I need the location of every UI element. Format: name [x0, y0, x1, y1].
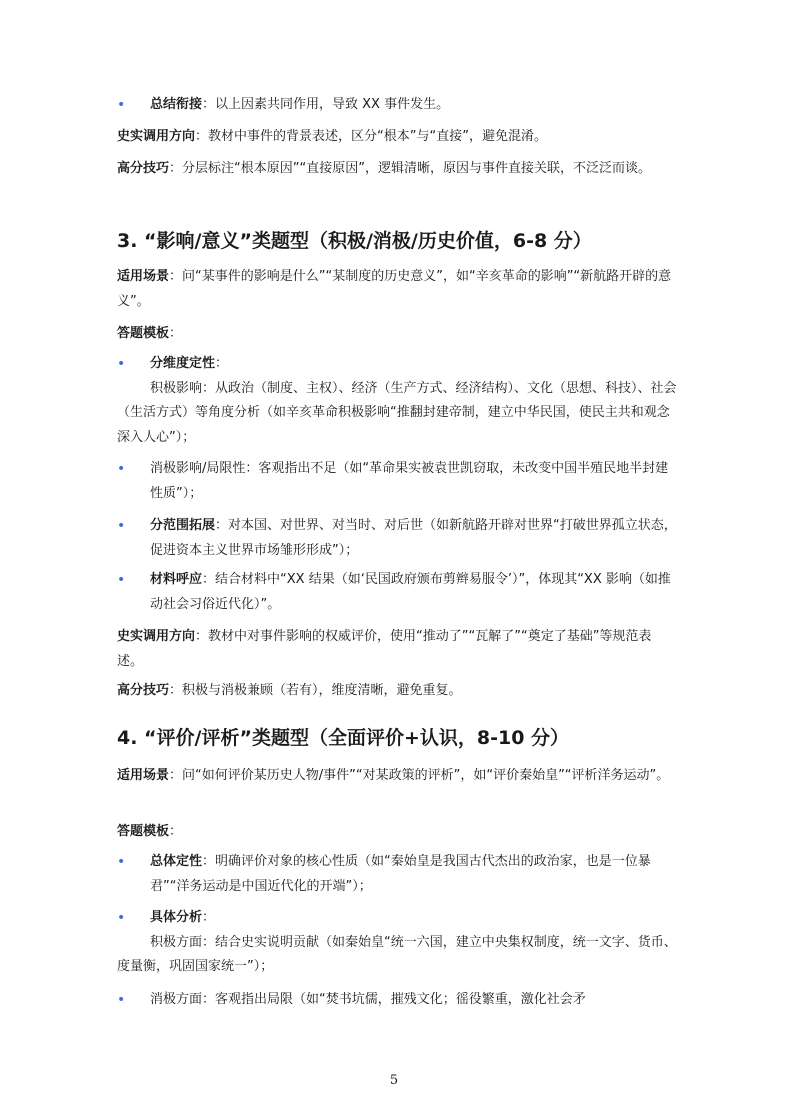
bullet-dot: •	[117, 854, 126, 870]
paragraph-history-direction-3	[117, 625, 677, 674]
text: ：结合材料中“XX 结果（如‘民国政府颁布剪辫易服令’）”，体现其“XX 影响（如推动社会习俗近代化）”。	[150, 572, 671, 612]
colon: ：	[169, 824, 183, 839]
label: 总结衔接	[150, 97, 203, 112]
paragraph-high-score-tip	[117, 157, 677, 182]
text: 消极影响/局限性：客观指出不足（如“革命果实被袁世凯窃取，未改变中国半殖民地半封建性质”）；	[150, 461, 669, 501]
bullet-dot: •	[117, 356, 126, 372]
text: ：教材中对事件影响的权威评价，使用“推动了”“瓦解了”“奠定了基础”等规范表述。	[117, 629, 652, 669]
colon: ：	[202, 910, 216, 925]
paragraph-scene	[117, 265, 677, 314]
label: 分范围拓展	[150, 518, 216, 533]
label: 分维度定性	[150, 356, 216, 371]
paragraph-history-direction	[117, 125, 677, 150]
label: 材料呼应	[150, 572, 203, 587]
text: 消极方面：客观指出局限（如“焚书坑儒，摧残文化；徭役繁重，激化社会矛	[150, 992, 586, 1007]
bullet-dot: •	[117, 910, 126, 926]
text: ：分层标注“根本原因”“直接原因”，逻辑清晰，原因与事件直接关联，不泛泛而谈。	[169, 161, 651, 176]
text: ：以上因素共同作用，导致 XX 事件发生。	[202, 97, 450, 112]
text: ：问“如何评价某历史人物/事件”“对某政策的评析”，如“评价秦始皇”“评析洋务运动”。	[169, 768, 670, 783]
paragraph-template	[117, 322, 677, 347]
paragraph-scene-4	[117, 764, 677, 789]
text: ：明确评价对象的核心性质（如“秦始皇是我国古代杰出的政治家，也是一位暴君”“洋务运动是中国近代化的开端”）；	[150, 854, 651, 894]
label: 高分技巧	[117, 683, 170, 698]
bullet-dot: •	[117, 992, 126, 1008]
text: 积极影响：从政治（制度、主权）、经济（生产方式、经济结构）、文化（思想、科技）、社会（生活方式）等角度分析（如辛亥革命积极影响“推翻封建帝制，建立中华民国，使民主共和观念深入人心”）；	[117, 380, 677, 445]
text: ：教材中事件的背景表述，区分“根本”与“直接”，避免混淆。	[195, 129, 547, 144]
colon: ：	[215, 356, 229, 371]
bullet-dot: •	[117, 461, 126, 477]
bullet-analysis	[117, 906, 677, 980]
label: 答题模板	[117, 824, 170, 839]
label: 高分技巧	[117, 161, 170, 176]
bullet-negative-4	[117, 988, 677, 1013]
text: ：积极与消极兼顾（若有），维度清晰，避免重复。	[169, 683, 462, 698]
label: 史实调用方向	[117, 129, 196, 144]
label: 史实调用方向	[117, 629, 196, 644]
bullet-material	[117, 568, 677, 617]
label: 适用场景	[117, 768, 170, 783]
paragraph-tip-3	[117, 679, 677, 704]
bullet-summary	[117, 93, 677, 118]
bullet-dot: •	[117, 518, 126, 534]
bullet-dot: •	[117, 572, 126, 588]
paragraph-template-4	[117, 820, 677, 845]
label: 适用场景	[117, 269, 170, 284]
bullet-negative	[117, 457, 677, 506]
text: 积极方面：结合史实说明贡献（如秦始皇“统一六国，建立中央集权制度，统一文字、货币、度量衡，巩固国家统一”）；	[117, 934, 677, 974]
label: 具体分析	[150, 910, 203, 925]
text: ：对本国、对世界、对当时、对后世（如新航路开辟对世界“打破世界孤立状态，促进资本主义世界市场雏形形成”）；	[150, 518, 677, 558]
colon: ：	[169, 326, 183, 341]
bullet-dimension	[117, 352, 677, 450]
section-heading-3: 3. “影响/意义”类题型（积极/消极/历史价值，6-8 分）	[117, 230, 592, 252]
text: ：问“某事件的影响是什么”“某制度的历史意义”，如“辛亥革命的影响”“新航路开辟的意义”。	[117, 269, 672, 309]
bullet-overall	[117, 850, 677, 899]
label: 答题模板	[117, 326, 170, 341]
bullet-scope	[117, 514, 677, 563]
section-heading-4: 4. “评价/评析”类题型（全面评价+认识，8-10 分）	[117, 727, 570, 749]
page-number: 5	[389, 1073, 399, 1088]
bullet-dot: •	[117, 97, 126, 113]
label: 总体定性	[150, 854, 203, 869]
